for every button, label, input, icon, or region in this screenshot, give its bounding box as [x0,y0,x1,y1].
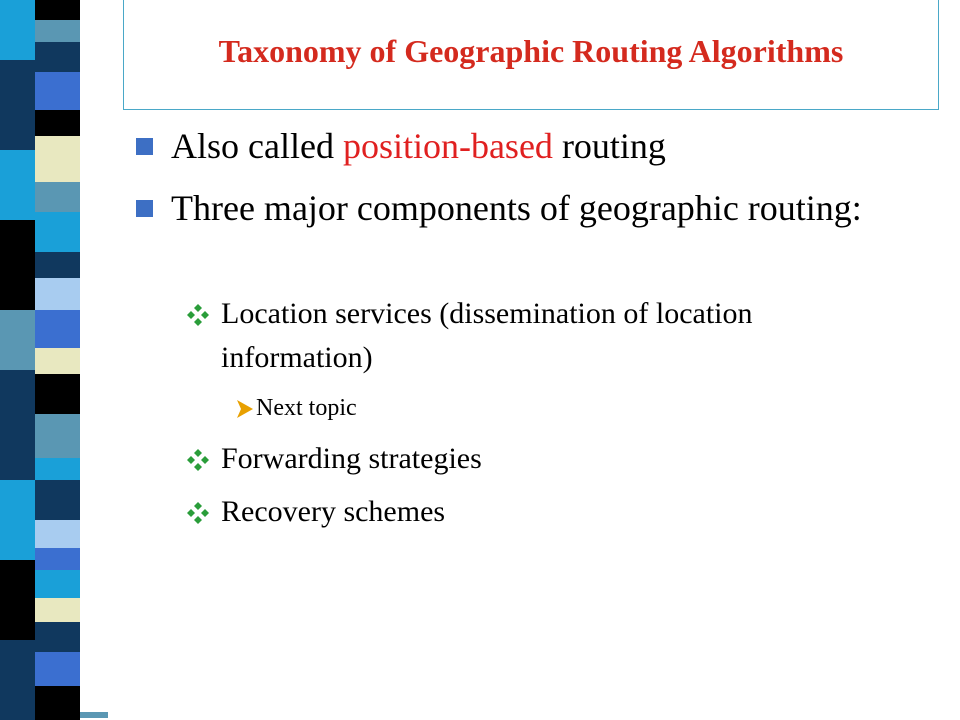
diamond-cluster-bullet-icon [187,502,209,524]
highlight-term: position-based [342,126,553,166]
sub-bullet-recovery [187,490,877,534]
sub-sub-bullet-next-topic [237,393,837,423]
sub-bullet-text: Location services (dissemination of location information) [221,297,753,374]
bullet-text: Three major components of geographic routing: [171,188,862,228]
strip-blocks [0,0,80,720]
bullet-text: Also called position-based routing [171,126,666,166]
diamond-cluster-bullet-icon [187,449,209,471]
sub-bullet-text: Recovery schemes [221,495,446,528]
title-box [123,0,939,110]
bullet-position-based [136,124,876,169]
sub-bullet-text: Forwarding strategies [221,442,482,475]
square-bullet-icon [136,200,153,217]
sub-sub-bullet-text: Next topic [256,395,357,421]
sub-bullet-location-services [187,292,877,380]
bullet-three-components [136,186,876,231]
slide-title: Taxonomy of Geographic Routing Algorithms [218,33,844,69]
square-bullet-icon [136,138,153,155]
decorative-side-strip [0,0,110,720]
diamond-cluster-bullet-icon [187,304,209,326]
arrow-bullet-icon [237,400,253,418]
sub-bullet-forwarding [187,437,877,481]
